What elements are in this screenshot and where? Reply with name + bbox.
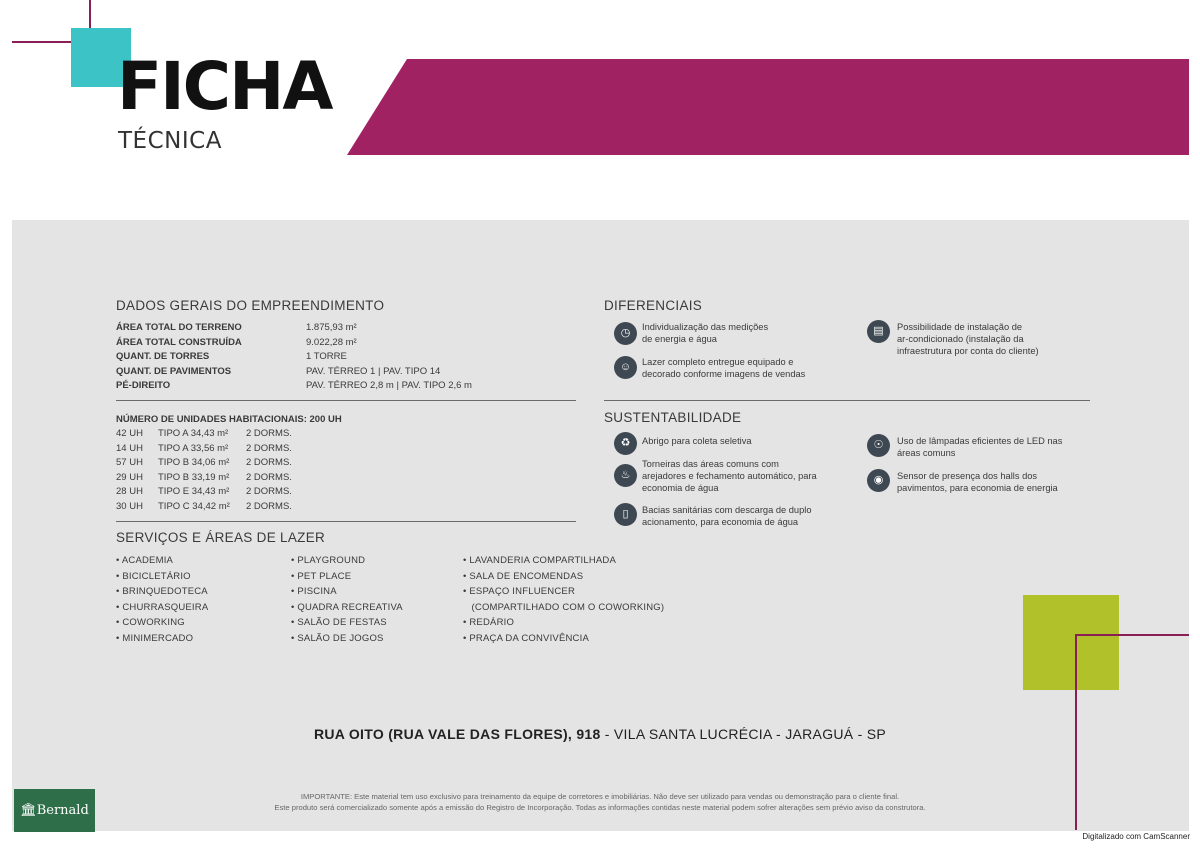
unit-tipo: TIPO A 34,43 m² <box>158 428 229 439</box>
service-item: • SALÃO DE JOGOS <box>291 632 384 644</box>
air-conditioner-icon: ▤ <box>867 320 890 343</box>
recycle-icon: ♻ <box>614 432 637 455</box>
faucet-icon: ♨ <box>614 464 637 487</box>
unit-qty: 29 UH <box>116 471 143 483</box>
unit-tipo: TIPO B 34,06 m² <box>158 457 230 468</box>
page-subtitle: TÉCNICA <box>118 128 222 154</box>
unit-dorms: 2 DORMS. <box>246 500 292 512</box>
lime-decorative-square <box>1023 595 1119 690</box>
service-item: • CHURRASQUEIRA <box>116 601 209 613</box>
bernald-logo: 🏛 Bernald <box>14 789 95 832</box>
divider <box>116 400 576 401</box>
service-item: • PRAÇA DA CONVIVÊNCIA <box>463 632 589 644</box>
service-item: • BICICLETÁRIO <box>116 570 191 582</box>
service-item: • PET PLACE <box>291 570 352 582</box>
dados-label: QUANT. DE PAVIMENTOS <box>116 365 232 377</box>
scanner-watermark: Digitalizado com CamScanner <box>1082 832 1190 841</box>
section-title-servicos: SERVIÇOS E ÁREAS DE LAZER <box>116 530 326 545</box>
sustentabilidade-item: Uso de lâmpadas eficientes de LED nas áreas comuns <box>897 436 1063 458</box>
unit-dorms: 2 DORMS. <box>246 442 292 454</box>
magenta-banner <box>347 59 1189 155</box>
address: RUA OITO (RUA VALE DAS FLORES), 918 - VILA SANTA LUCRÉCIA - JARAGUÁ - SP <box>313 726 887 742</box>
led-lamp-icon: ☉ <box>867 434 890 457</box>
service-item: • QUADRA RECREATIVA <box>291 601 403 613</box>
dados-value: 1.875,93 m² <box>306 322 357 333</box>
diferencial-item: Lazer completo entregue equipado e decorado conforme imagens de vendas <box>642 357 806 379</box>
meter-icon: ◷ <box>614 322 637 345</box>
section-title-diferenciais: DIFERENCIAIS <box>604 298 703 313</box>
unit-qty: 57 UH <box>116 457 143 468</box>
page-title: FICHA <box>117 48 332 125</box>
diferencial-item: Individualização das medições de energia e água <box>642 322 769 344</box>
service-item: • REDÁRIO <box>463 617 515 628</box>
divider <box>116 521 576 522</box>
dados-value: PAV. TÉRREO 1 | PAV. TIPO 14 <box>306 365 441 377</box>
unit-dorms: 2 DORMS. <box>246 457 292 468</box>
service-item: • BRINQUEDOTECA <box>116 586 208 597</box>
dados-value: 9.022,28 m² <box>306 336 357 348</box>
disclaimer-line: Este produto será comercializado somente após a emissão do Registro de Incorporação. Todas as informações contidas neste material podem sofrer alterações sem prévio aviso da construtora. <box>274 803 926 812</box>
service-item: • ESPAÇO INFLUENCER <box>463 586 576 597</box>
service-item: • MINIMERCADO <box>116 632 194 644</box>
section-title-dados-gerais: DADOS GERAIS DO EMPREENDIMENTO <box>116 298 385 313</box>
unit-dorms: 2 DORMS. <box>246 428 292 439</box>
unit-dorms: 2 DORMS. <box>246 471 292 483</box>
service-item: • SALA DE ENCOMENDAS <box>463 570 584 582</box>
unit-dorms: 2 DORMS. <box>246 486 292 497</box>
diferencial-item: Possibilidade de instalação de ar-condicionado (instalação da infraestrutura por conta do cliente) <box>897 322 1039 356</box>
presence-sensor-icon: ◉ <box>867 469 890 492</box>
sustentabilidade-item: Torneiras das áreas comuns com arejadores e fechamento automático, para economia de água <box>642 459 817 493</box>
unit-qty: 30 UH <box>116 500 143 512</box>
unit-tipo: TIPO B 33,19 m² <box>158 471 230 483</box>
dados-label: PÉ-DIREITO <box>116 380 171 391</box>
unit-qty: 42 UH <box>116 428 143 439</box>
service-item: (COMPARTILHADO COM O COWORKING) <box>471 601 665 613</box>
unit-tipo: TIPO A 33,56 m² <box>158 442 229 454</box>
unit-tipo: TIPO E 34,43 m² <box>158 486 230 497</box>
decorative-line <box>1075 634 1189 636</box>
dados-label: QUANT. DE TORRES <box>116 351 210 362</box>
disclaimer-line: IMPORTANTE: Este material tem uso exclusivo para treinamento da equipe de corretores e imobiliárias. Não deve ser utilizado para vendas ou demonstração para o cliente final. <box>300 792 900 801</box>
sustentabilidade-item: Bacias sanitárias com descarga de duplo acionamento, para economia de água <box>642 505 812 527</box>
divider <box>604 400 1090 401</box>
toilet-icon: ▯ <box>614 503 637 526</box>
service-item: • COWORKING <box>116 617 185 628</box>
dados-label: ÁREA TOTAL CONSTRUÍDA <box>116 336 242 348</box>
leisure-icon: ☺ <box>614 356 637 379</box>
unit-tipo: TIPO C 34,42 m² <box>158 500 230 512</box>
sustentabilidade-item: Abrigo para coleta seletiva <box>642 436 752 446</box>
unit-qty: 14 UH <box>116 442 143 454</box>
unit-qty: 28 UH <box>116 486 143 497</box>
service-item: • PLAYGROUND <box>291 555 366 566</box>
dados-label: ÁREA TOTAL DO TERRENO <box>116 322 242 333</box>
sustentabilidade-item: Sensor de presença dos halls dos pavimentos, para economia de energia <box>897 471 1058 493</box>
service-item: • ACADEMIA <box>116 555 174 566</box>
service-item: • PISCINA <box>291 586 337 597</box>
units-title: NÚMERO DE UNIDADES HABITACIONAIS: 200 UH <box>116 414 342 425</box>
section-title-sustentabilidade: SUSTENTABILIDADE <box>604 410 742 425</box>
dados-value: PAV. TÉRREO 2,8 m | PAV. TIPO 2,6 m <box>306 380 472 391</box>
service-item: • LAVANDERIA COMPARTILHADA <box>463 555 617 566</box>
dados-value: 1 TORRE <box>306 351 347 362</box>
service-item: • SALÃO DE FESTAS <box>291 617 387 628</box>
